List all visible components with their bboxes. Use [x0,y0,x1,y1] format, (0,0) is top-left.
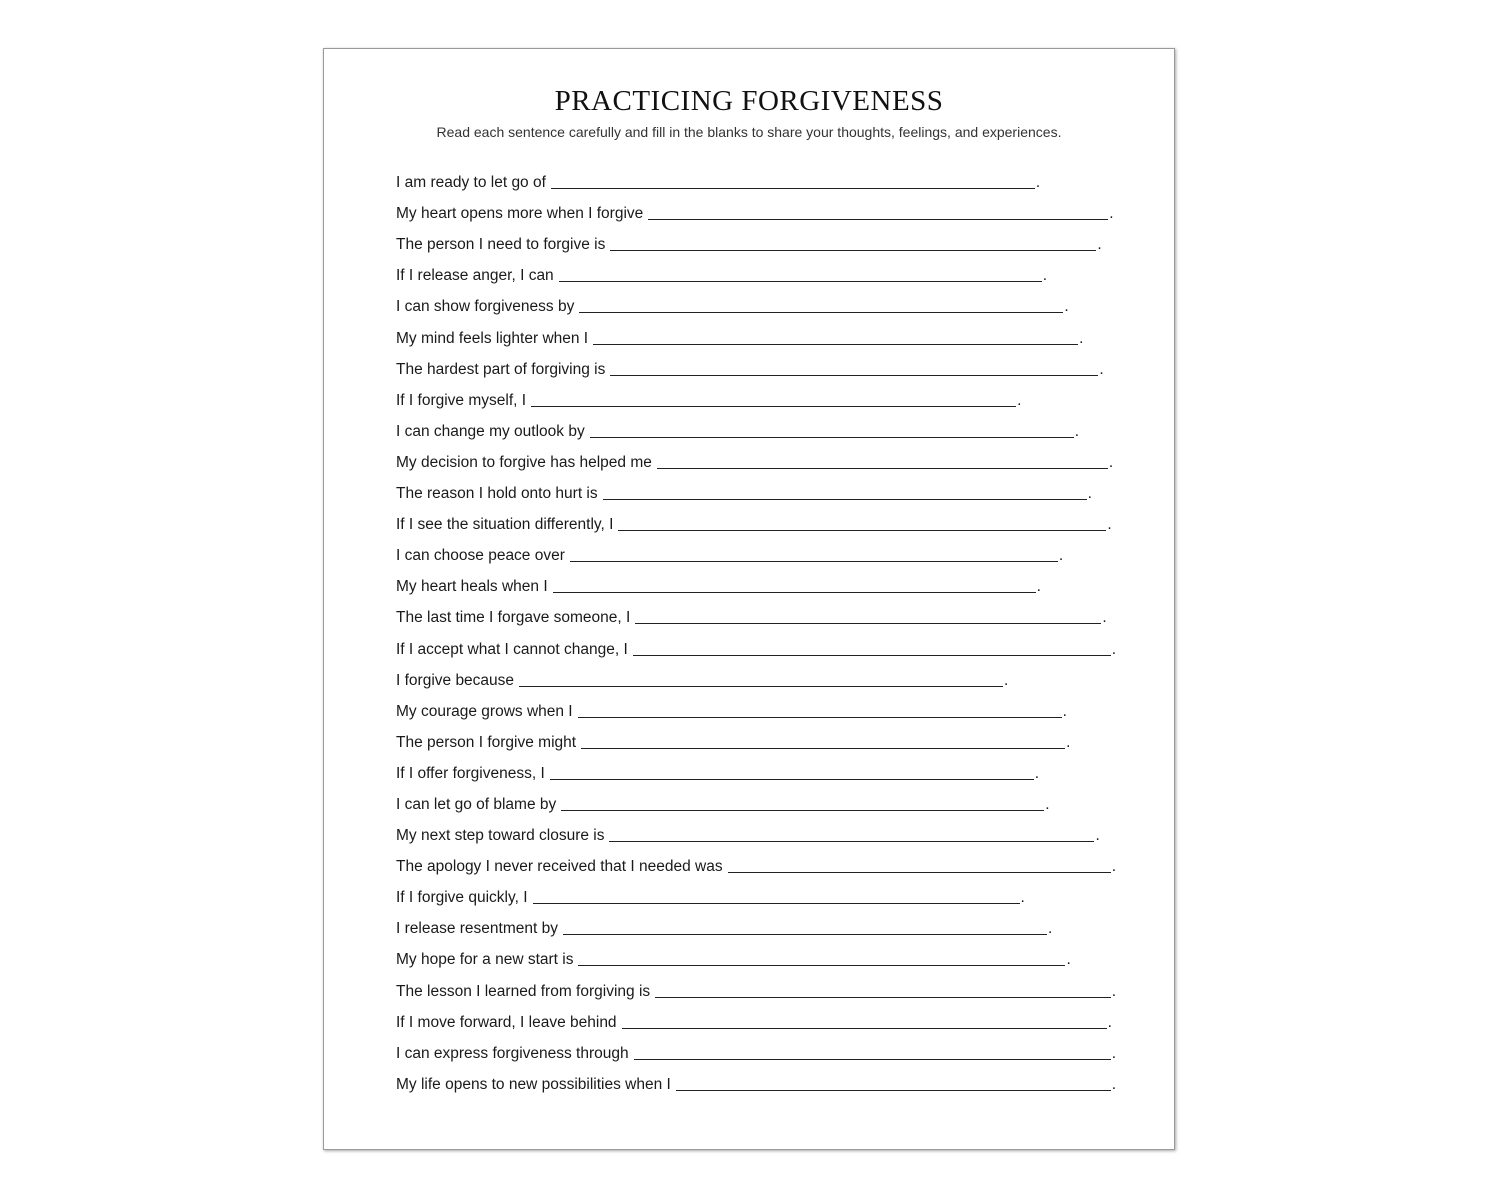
prompt-text: The hardest part of forgiving is [396,360,606,378]
prompt-row [396,285,1116,316]
answer-blank[interactable] [579,298,1063,313]
answer-blank[interactable] [648,205,1108,220]
answer-blank[interactable] [551,174,1035,189]
sentence-end: . [1042,267,1047,285]
prompt-text: If I offer forgiveness, I [396,764,545,782]
sentence-end: . [1045,795,1050,813]
answer-blank[interactable] [657,454,1108,469]
sentence-end: . [1087,485,1092,503]
prompt-row [396,161,1116,192]
prompt-row [396,690,1116,721]
prompt-row [396,441,1116,472]
prompt-text: If I see the situation differently, I [396,516,614,534]
prompt-row [396,752,1116,783]
sentence-end: . [1095,827,1100,845]
worksheet-page [323,48,1175,1150]
sentence-end: . [1099,360,1104,378]
sentence-end: . [1111,982,1116,1000]
sentence-end: . [1036,578,1041,596]
prompt-text: The last time I forgave someone, I [396,609,631,627]
answer-blank[interactable] [553,578,1036,593]
prompt-row [396,1001,1116,1032]
prompt-row [396,192,1116,223]
prompt-text: If I accept what I cannot change, I [396,640,628,658]
answer-blank[interactable] [561,796,1044,811]
prompt-text: My heart opens more when I forgive [396,205,644,223]
prompt-text: I can show forgiveness by [396,298,575,316]
prompt-row [396,845,1116,876]
prompt-text: The apology I never received that I needed was [396,858,723,876]
prompt-text: If I forgive myself, I [396,391,527,409]
sentence-end: . [1074,422,1080,440]
sentence-end: . [1111,1044,1116,1062]
sentence-end: . [1058,547,1064,565]
prompt-text: The reason I hold onto hurt is [396,485,598,503]
prompt-row [396,596,1116,627]
prompt-text: If I forgive quickly, I [396,889,528,907]
prompt-text: I forgive because [396,671,515,689]
sentence-end: . [1064,298,1069,316]
prompt-row [396,721,1116,752]
prompt-row [396,565,1116,596]
prompt-text: My mind feels lighter when I [396,329,589,347]
prompt-text: I can let go of blame by [396,795,557,813]
answer-blank[interactable] [570,547,1058,562]
answer-blank[interactable] [633,641,1111,656]
prompt-row [396,969,1116,1000]
prompt-row [396,1032,1116,1063]
prompt-text: I can choose peace over [396,547,565,565]
prompt-row [396,876,1116,907]
answer-blank[interactable] [609,827,1094,842]
prompt-row [396,814,1116,845]
sentence-end: . [1111,640,1116,658]
sentence-end: . [1034,764,1040,782]
prompt-text: If I release anger, I can [396,267,554,285]
worksheet-instructions: Read each sentence carefully and fill in the blanks to share your thoughts, feelings, and experiences. [436,124,1062,140]
sentence-end: . [1066,733,1071,751]
prompt-text: The lesson I learned from forgiving is [396,982,651,1000]
answer-blank[interactable] [610,236,1096,251]
sentence-end: . [1107,1013,1112,1031]
prompt-row [396,223,1116,254]
worksheet-title: PRACTICING FORGIVENESS [554,85,944,117]
answer-blank[interactable] [728,858,1111,873]
answer-blank[interactable] [581,734,1065,749]
prompt-text: My heart heals when I [396,578,548,596]
prompt-row [396,534,1116,565]
prompt-text: My life opens to new possibilities when I [396,1075,671,1093]
answer-blank[interactable] [578,703,1062,718]
answer-blank[interactable] [622,1014,1107,1029]
sentence-end: . [1107,516,1112,534]
prompt-row [396,410,1116,441]
prompt-text: My decision to forgive has helped me [396,453,652,471]
prompt-row [396,316,1116,347]
sentence-end: . [1111,1075,1116,1093]
answer-blank[interactable] [590,423,1074,438]
answer-blank[interactable] [618,516,1106,531]
answer-blank[interactable] [519,672,1003,687]
prompt-text: My hope for a new start is [396,951,574,969]
sentence-end: . [1111,858,1116,876]
prompt-text: I am ready to let go of [396,174,546,192]
sentence-end: . [1062,702,1067,720]
prompt-row [396,254,1116,285]
sentence-end: . [1108,453,1114,471]
prompt-text: The person I need to forgive is [396,236,606,254]
prompt-row [396,938,1116,969]
answer-blank[interactable] [559,267,1042,282]
answer-blank[interactable] [655,983,1111,998]
prompt-row [396,348,1116,379]
answer-blank[interactable] [533,889,1020,904]
prompt-row [396,472,1116,503]
answer-blank[interactable] [563,920,1047,935]
prompt-text: I release resentment by [396,920,558,938]
prompt-text: My courage grows when I [396,702,573,720]
prompt-text: I can express forgiveness through [396,1044,629,1062]
answer-blank[interactable] [593,330,1078,345]
answer-blank[interactable] [610,361,1098,376]
prompt-row [396,379,1116,410]
prompt-text: My next step toward closure is [396,827,605,845]
sentence-end: . [1017,391,1022,409]
answer-blank[interactable] [550,765,1034,780]
sentence-end: . [1047,920,1053,938]
prompt-row [396,1063,1116,1094]
answer-blank[interactable] [635,609,1101,624]
prompt-row [396,783,1116,814]
prompt-row [396,907,1116,938]
sentence-end: . [1066,951,1071,969]
prompt-row [396,503,1116,534]
answer-blank[interactable] [531,392,1016,407]
sentence-end: . [1004,671,1009,689]
sentence-end: . [1102,609,1107,627]
sentence-end: . [1020,889,1025,907]
answer-blank[interactable] [578,951,1065,966]
answer-blank[interactable] [676,1076,1111,1091]
prompt-list [396,161,1116,1094]
prompt-row [396,627,1116,658]
answer-blank[interactable] [603,485,1087,500]
prompt-text: The person I forgive might [396,733,577,751]
sentence-end: . [1109,205,1114,223]
sentence-end: . [1097,236,1102,254]
sentence-end: . [1035,174,1041,192]
prompt-row [396,659,1116,690]
sentence-end: . [1079,329,1084,347]
prompt-text: I can change my outlook by [396,422,585,440]
answer-blank[interactable] [634,1045,1111,1060]
prompt-text: If I move forward, I leave behind [396,1013,617,1031]
